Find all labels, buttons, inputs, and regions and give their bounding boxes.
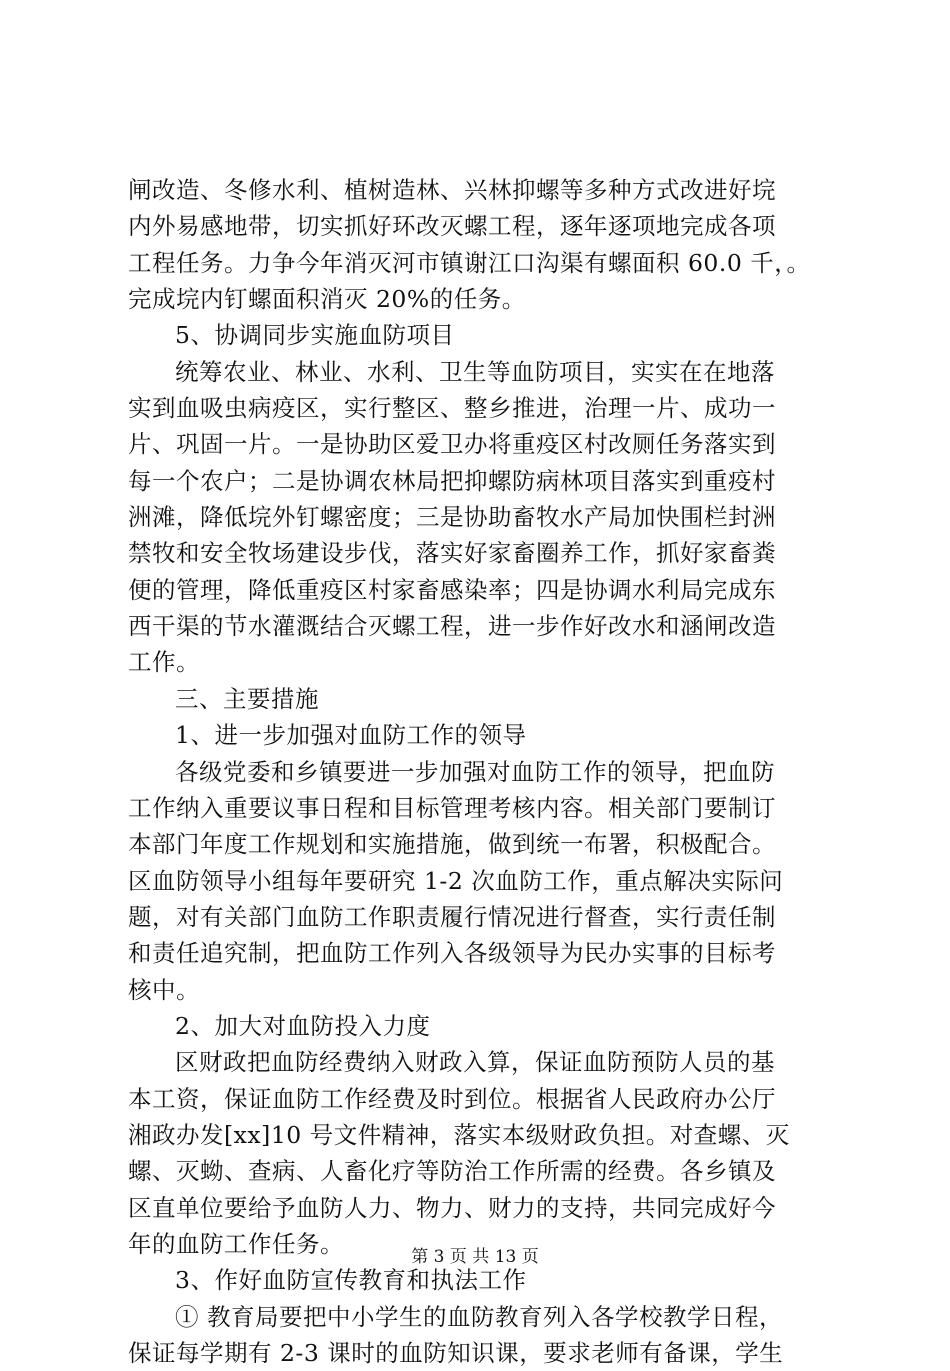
document-body: [128, 172, 848, 1371]
text-line: 和责任追究制，把血防工作列入各级领导为民办实事的目标考: [128, 939, 776, 968]
text-line: 5、协调同步实施血防项目: [175, 321, 455, 350]
text-line: 工作纳入重要议事日程和目标管理考核内容。相关部门要制订: [128, 793, 776, 822]
text-line: 实到血吸虫病疫区，实行整区、整乡推进，治理一片、成功一: [128, 394, 776, 423]
text-line: 西干渠的节水灌溉结合灭螺工程，进一步作好改水和涵闸改造: [128, 612, 776, 641]
text-line: 螺、灭蚴、查病、人畜化疗等防治工作所需的经费。各乡镇及: [128, 1157, 776, 1186]
page-footer: 第 3 页 共 13 页: [411, 1247, 539, 1267]
text-line: 三、主要措施: [175, 684, 319, 713]
text-line: 闸改造、冬修水利、植树造林、兴林抑螺等多种方式改进好垸: [128, 176, 776, 204]
text-line: 每一个农户；二是协调农林局把抑螺防病林项目落实到重疫村: [128, 466, 776, 495]
text-line: 湘政办发[xx]10 号文件精神，落实本级财政负担。对查螺、灭: [128, 1120, 790, 1149]
text-line: 工程任务。力争今年消灭河市镇谢江口沟渠有螺面积 60.0 千，。: [128, 248, 811, 277]
text-line: ① 教育局要把中小学生的血防教育列入各学校教学日程，: [175, 1302, 783, 1331]
text-line: 1、进一步加强对血防工作的领导: [175, 721, 527, 750]
text-line: 本部门年度工作规划和实施措施，做到统一布署，积极配合。: [128, 830, 776, 859]
text-line: 完成垸内钉螺面积消灭 20%的任务。: [128, 285, 526, 314]
text-line: 题，对有关部门血防工作职责履行情况进行督查，实行责任制: [128, 902, 776, 931]
text-line: 区血防领导小组每年要研究 1-2 次血防工作，重点解决实际问: [128, 866, 784, 895]
text-line: 禁牧和安全牧场建设步伐，落实好家畜圈养工作，抓好家畜粪: [128, 539, 776, 568]
text-line: 片、巩固一片。一是协助区爱卫办将重疫区村改厕任务落实到: [128, 430, 776, 459]
text-line: 2、加大对血防投入力度: [175, 1011, 431, 1040]
text-line: 年的血防工作任务。: [128, 1229, 344, 1258]
text-line: 本工资，保证血防工作经费及时到位。根据省人民政府办公厅: [128, 1084, 776, 1113]
text-line: 洲滩，降低垸外钉螺密度；三是协助畜牧水产局加快围栏封洲: [128, 503, 776, 532]
text-line: 统筹农业、林业、水利、卫生等血防项目，实实在在地落: [175, 357, 775, 386]
text-line: 区直单位要给予血防人力、物力、财力的支持，共同完成好今: [128, 1193, 776, 1222]
text-line: 便的管理，降低重疫区村家畜感染率；四是协调水利局完成东: [128, 575, 776, 604]
text-line: 各级党委和乡镇要进一步加强对血防工作的领导，把血防: [175, 757, 775, 786]
text-line: 内外易感地带，切实抓好环改灭螺工程，逐年逐项地完成各项: [128, 212, 776, 241]
text-line: 区财政把血防经费纳入财政入算，保证血防预防人员的基: [175, 1048, 775, 1077]
text-line: 工作。: [128, 648, 200, 677]
text-line: 保证每学期有 2-3 课时的血防知识课，要求老师有备课，学生: [128, 1339, 784, 1367]
text-line: 3、作好血防宣传教育和执法工作: [175, 1266, 527, 1295]
text-line: 核中。: [128, 975, 200, 1004]
